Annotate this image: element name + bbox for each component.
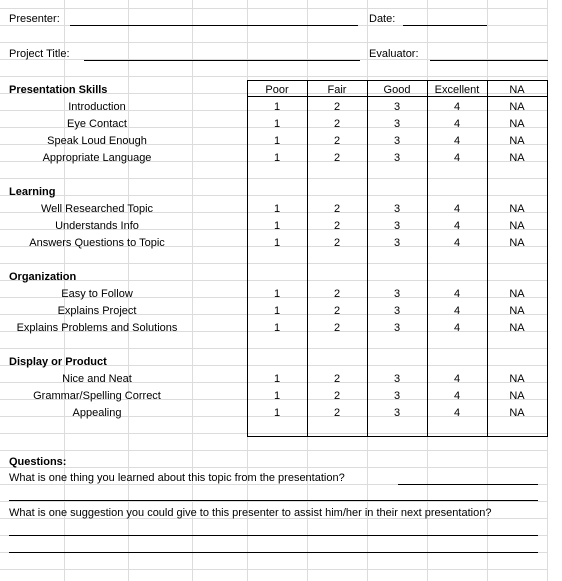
- answer-2-blank-b[interactable]: [9, 552, 538, 553]
- score-cell: 1: [273, 390, 281, 402]
- score-cell: 2: [333, 407, 341, 419]
- score-cell: 1: [273, 220, 281, 232]
- table-top-border: [247, 80, 548, 81]
- criterion-label: Eye Contact: [67, 118, 127, 130]
- score-cell: 1: [273, 237, 281, 249]
- presenter-label: Presenter:: [9, 13, 60, 25]
- score-cell: 1: [273, 288, 281, 300]
- project-title-blank[interactable]: [84, 60, 360, 61]
- score-cell: 2: [333, 237, 341, 249]
- table-column-border: [247, 80, 248, 436]
- criterion-label: Answers Questions to Topic: [29, 237, 165, 249]
- score-cell: 1: [273, 322, 281, 334]
- criterion-label: Understands Info: [55, 220, 139, 232]
- score-cell: 1: [273, 101, 281, 113]
- column-header-poor: Poor: [265, 84, 289, 96]
- score-cell: NA: [509, 407, 525, 419]
- score-cell: 4: [453, 407, 461, 419]
- section-title: Learning: [9, 186, 56, 198]
- column-header-excellent: Excellent: [434, 84, 480, 96]
- score-cell: 2: [333, 220, 341, 232]
- score-cell: 4: [453, 220, 461, 232]
- date-blank[interactable]: [403, 25, 487, 26]
- score-cell: 3: [393, 101, 401, 113]
- section-title: Display or Product: [9, 356, 107, 368]
- evaluator-label: Evaluator:: [369, 48, 419, 60]
- score-cell: 1: [273, 135, 281, 147]
- score-cell: NA: [509, 373, 525, 385]
- question-2: What is one suggestion you could give to this presenter to assist him/her in their next presentation?: [9, 507, 492, 519]
- score-cell: 3: [393, 390, 401, 402]
- score-cell: NA: [509, 101, 525, 113]
- score-cell: NA: [509, 220, 525, 232]
- section-title: Organization: [9, 271, 77, 283]
- questions-heading: Questions:: [9, 456, 67, 468]
- score-cell: 3: [393, 152, 401, 164]
- score-cell: 3: [393, 322, 401, 334]
- score-cell: 3: [393, 373, 401, 385]
- score-cell: 4: [453, 135, 461, 147]
- score-cell: NA: [509, 135, 525, 147]
- score-cell: 1: [273, 118, 281, 130]
- score-cell: 2: [333, 203, 341, 215]
- score-cell: 3: [393, 237, 401, 249]
- table-column-border: [547, 80, 548, 436]
- score-cell: 3: [393, 288, 401, 300]
- answer-2-blank-a[interactable]: [9, 535, 538, 536]
- criterion-label: Appropriate Language: [42, 152, 152, 164]
- score-cell: 4: [453, 203, 461, 215]
- score-cell: 4: [453, 373, 461, 385]
- score-cell: 2: [333, 390, 341, 402]
- column-header-na: NA: [509, 84, 525, 96]
- score-cell: 4: [453, 322, 461, 334]
- table-header-border: [247, 96, 548, 97]
- criterion-label: Speak Loud Enough: [47, 135, 147, 147]
- question-1: What is one thing you learned about this topic from the presentation?: [9, 472, 345, 484]
- column-header-good: Good: [383, 84, 411, 96]
- score-cell: NA: [509, 118, 525, 130]
- date-label: Date:: [369, 13, 396, 25]
- criterion-label: Introduction: [68, 101, 126, 113]
- score-cell: NA: [509, 322, 525, 334]
- score-cell: 3: [393, 118, 401, 130]
- answer-1-blank-a[interactable]: [398, 484, 538, 485]
- score-cell: 2: [333, 288, 341, 300]
- presenter-blank[interactable]: [70, 25, 358, 26]
- score-cell: 3: [393, 220, 401, 232]
- score-cell: 2: [333, 118, 341, 130]
- score-cell: 1: [273, 305, 281, 317]
- score-cell: 4: [453, 237, 461, 249]
- score-cell: 2: [333, 322, 341, 334]
- project-title-label: Project Title:: [9, 48, 70, 60]
- score-cell: 2: [333, 101, 341, 113]
- criterion-label: Grammar/Spelling Correct: [33, 390, 161, 402]
- score-cell: 1: [273, 373, 281, 385]
- score-cell: 3: [393, 407, 401, 419]
- table-column-border: [427, 80, 428, 436]
- score-cell: NA: [509, 305, 525, 317]
- score-cell: 2: [333, 373, 341, 385]
- section-title: Presentation Skills: [9, 84, 108, 96]
- score-cell: 1: [273, 407, 281, 419]
- criterion-label: Appealing: [72, 407, 122, 419]
- score-cell: 4: [453, 101, 461, 113]
- criterion-label: Well Researched Topic: [40, 203, 154, 215]
- score-cell: 4: [453, 390, 461, 402]
- table-column-border: [487, 80, 488, 436]
- score-cell: 2: [333, 305, 341, 317]
- score-cell: NA: [509, 152, 525, 164]
- evaluator-blank[interactable]: [430, 60, 548, 61]
- criterion-label: Explains Project: [57, 305, 137, 317]
- score-cell: NA: [509, 390, 525, 402]
- table-column-border: [307, 80, 308, 436]
- column-header-fair: Fair: [327, 84, 347, 96]
- score-cell: 4: [453, 288, 461, 300]
- score-cell: 2: [333, 135, 341, 147]
- criterion-label: Nice and Neat: [62, 373, 132, 385]
- answer-1-blank-b[interactable]: [9, 500, 538, 501]
- score-cell: 3: [393, 203, 401, 215]
- score-cell: 2: [333, 152, 341, 164]
- score-cell: NA: [509, 203, 525, 215]
- score-cell: 4: [453, 305, 461, 317]
- score-cell: NA: [509, 237, 525, 249]
- score-cell: NA: [509, 288, 525, 300]
- score-cell: 1: [273, 203, 281, 215]
- score-cell: 3: [393, 135, 401, 147]
- table-column-border: [367, 80, 368, 436]
- criterion-label: Easy to Follow: [61, 288, 133, 300]
- score-cell: 3: [393, 305, 401, 317]
- score-cell: 4: [453, 152, 461, 164]
- table-bottom-border: [247, 436, 548, 437]
- criterion-label: Explains Problems and Solutions: [16, 322, 178, 334]
- score-cell: 1: [273, 152, 281, 164]
- score-cell: 4: [453, 118, 461, 130]
